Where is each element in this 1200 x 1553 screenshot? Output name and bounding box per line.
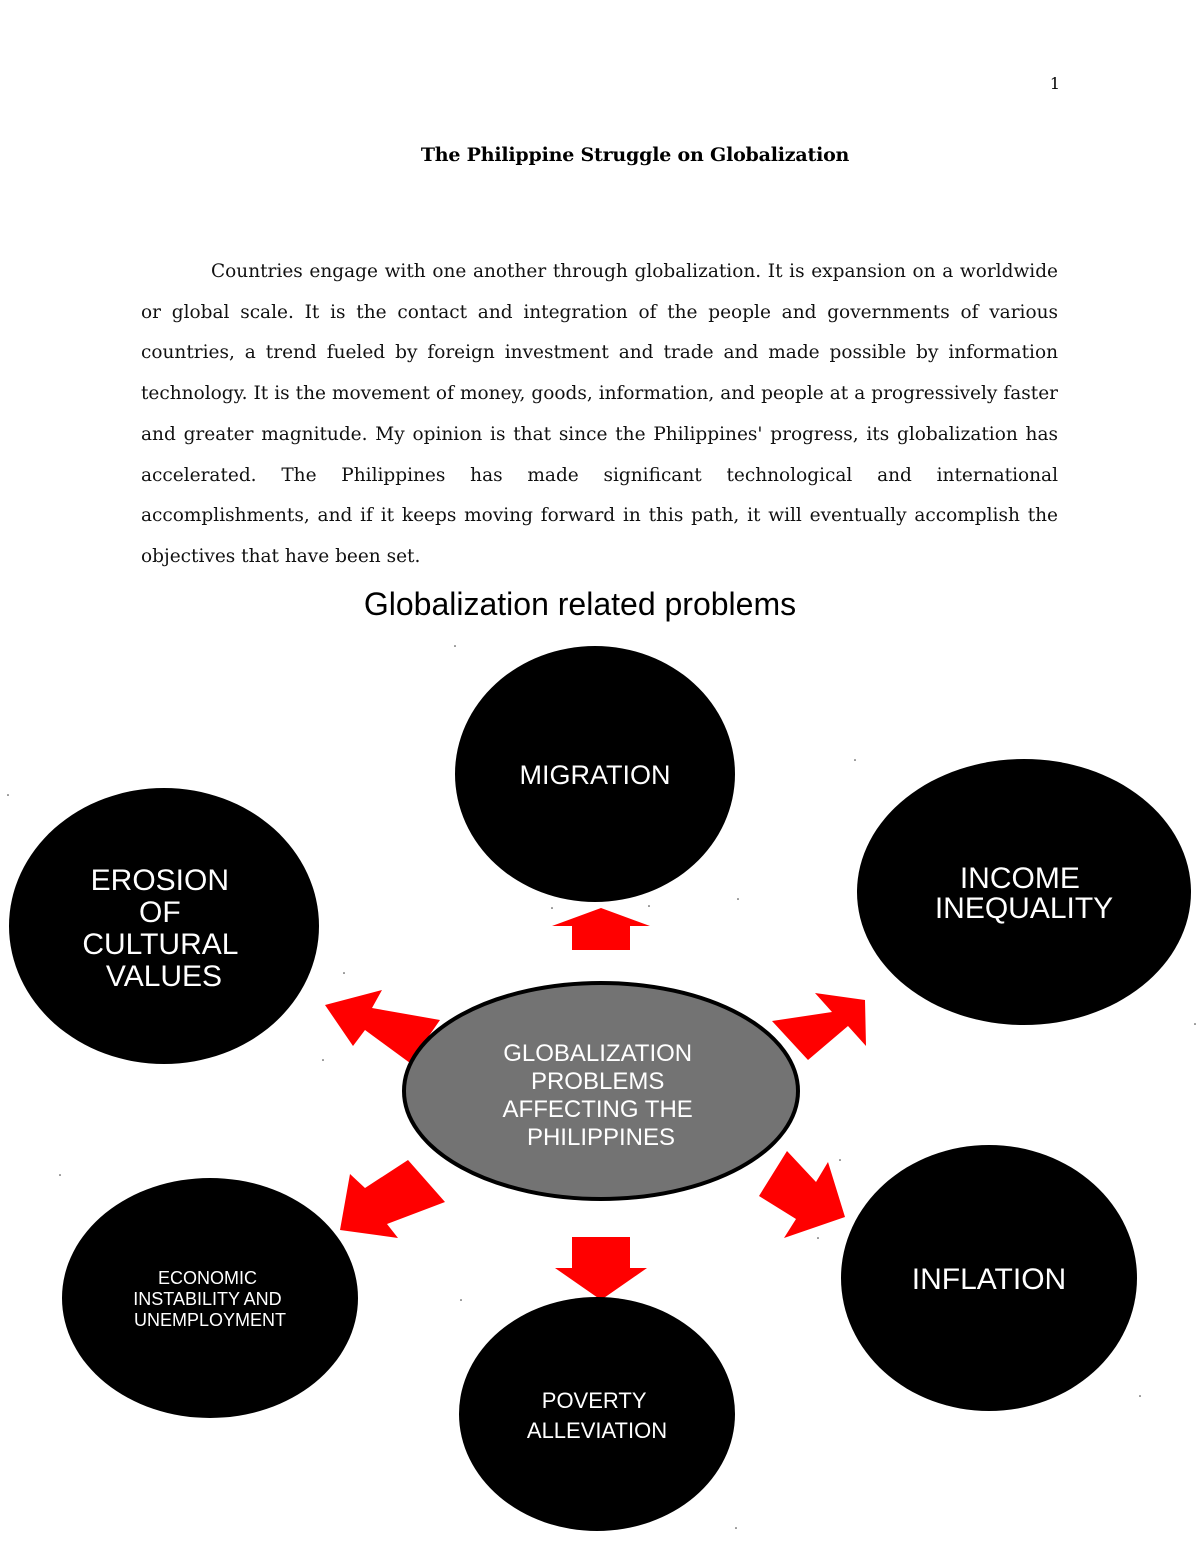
economic-line-3: UNEMPLOYMENT — [133, 1310, 287, 1330]
center-label-line-4: PHILIPPINES — [526, 1124, 676, 1151]
economic-line-2: INSTABILITY AND — [133, 1289, 282, 1309]
poverty-line-2: ALLEVIATION — [526, 1418, 668, 1443]
poverty-line-1: POVERTY — [541, 1388, 647, 1413]
center-label-line-3: AFFECTING THE — [502, 1096, 693, 1123]
arrow-downright-inflation — [759, 1151, 845, 1238]
center-label-line-2: PROBLEMS — [530, 1068, 665, 1095]
page-number: 1 — [1049, 74, 1060, 93]
erosion-line-4: VALUES — [105, 960, 223, 993]
body-paragraph: Countries engage with one another through globalization. It is expansion on a worldwide or global scale. It is the contact and integration of the people and governments of various countries, a trend fueled by foreign investment and trade and made possible by information technology. It is the movement of money, goods, information, and people at a progressively faster and greater magnitude. My opinion is that since the Philippines' progress, its globalization has accelerated. The Philippines has made significant technological and international accomplishments, and if it keeps moving forward in this path, it will eventually accomplish the objectives that have been set. — [141, 261, 1058, 567]
node-income-label — [935, 862, 1113, 925]
arrow-down-poverty — [555, 1237, 647, 1300]
diagram-title: Globalization related problems — [363, 586, 797, 622]
node-poverty-alleviation — [459, 1297, 735, 1531]
arrow-up-migration — [552, 908, 650, 950]
erosion-line-3: CULTURAL — [82, 928, 238, 961]
arrow-downleft-economic — [340, 1160, 445, 1238]
center-label-line-1: GLOBALIZATION — [503, 1040, 693, 1067]
inflation-line-1: INFLATION — [911, 1263, 1067, 1296]
document-title: The Philippine Struggle on Globalization — [420, 144, 850, 166]
income-line-2: INEQUALITY — [934, 892, 1114, 925]
erosion-line-2: OF — [138, 896, 181, 929]
node-migration-label — [520, 760, 671, 790]
economic-line-1: ECONOMIC — [157, 1268, 257, 1288]
income-line-1: INCOME — [959, 862, 1080, 895]
node-erosion-label — [82, 864, 245, 993]
erosion-line-1: EROSION — [90, 864, 230, 897]
arrow-upright-income — [772, 993, 866, 1060]
migration-line-1: MIGRATION — [519, 760, 671, 790]
node-inflation-label — [912, 1263, 1066, 1296]
center-node-label — [503, 1040, 700, 1151]
